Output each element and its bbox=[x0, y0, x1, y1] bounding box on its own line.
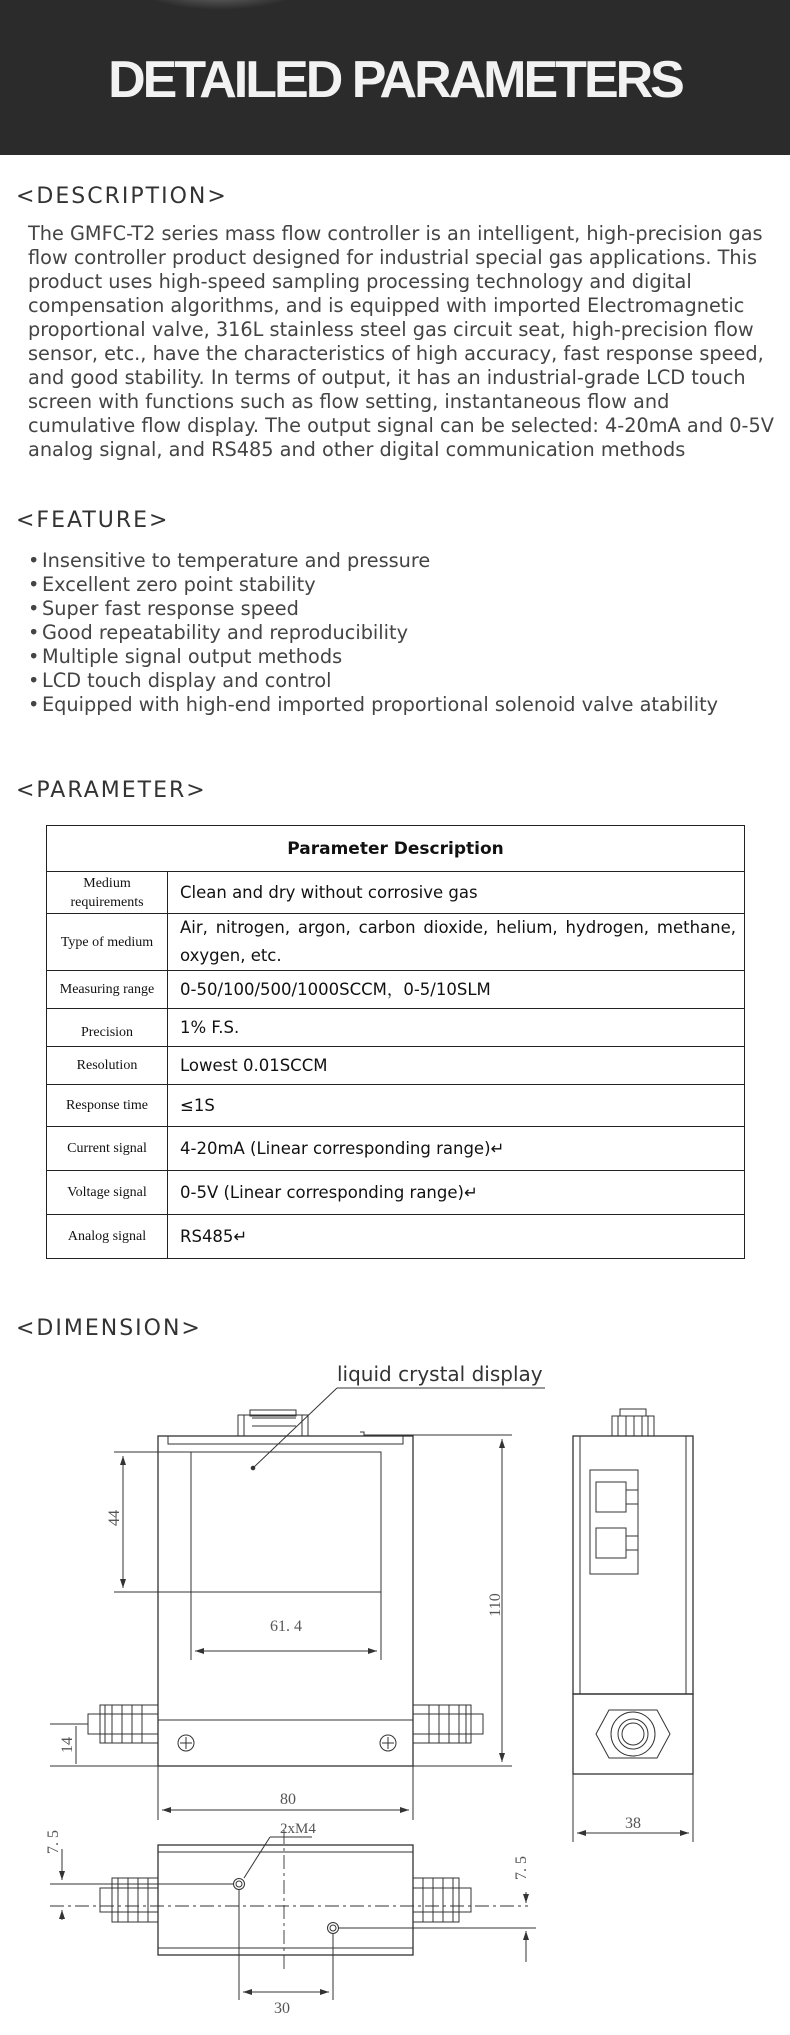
banner-glow bbox=[140, 0, 300, 10]
param-label: Type of medium bbox=[47, 914, 168, 971]
dim-7-5-left-label: 7. 5 bbox=[45, 1830, 62, 1854]
table-row bbox=[47, 1085, 745, 1127]
param-value: 4-20mA (Linear corresponding range)↵ bbox=[168, 1127, 745, 1171]
table-row bbox=[47, 971, 745, 1009]
param-label: Analog signal bbox=[47, 1215, 168, 1259]
front-view bbox=[88, 1410, 483, 1766]
param-value: 0-50/100/500/1000SCCM，0-5/10SLM bbox=[168, 971, 745, 1009]
parameter-table bbox=[46, 825, 745, 1259]
leader-dot bbox=[251, 1466, 255, 1470]
dimension-heading: <DIMENSION> bbox=[16, 1316, 202, 1341]
param-label: Voltage signal bbox=[47, 1171, 168, 1215]
lcd-screen bbox=[191, 1452, 381, 1592]
param-label: Medium requirements bbox=[47, 872, 168, 914]
dim-61-4-label: 61. 4 bbox=[270, 1618, 302, 1635]
param-value: Lowest 0.01SCCM bbox=[168, 1047, 745, 1085]
table-row bbox=[47, 1127, 745, 1171]
screw-icon bbox=[178, 1735, 194, 1751]
mount-hole-icon bbox=[234, 1879, 245, 1890]
dim-7-5-right-label: 7. 5 bbox=[513, 1856, 530, 1880]
param-label: Measuring range bbox=[47, 971, 168, 1009]
feature-list bbox=[28, 549, 768, 717]
table-header-row bbox=[47, 826, 745, 872]
table-row bbox=[47, 1171, 745, 1215]
left-fitting bbox=[88, 1705, 158, 1743]
dim-38-label: 38 bbox=[625, 1815, 641, 1832]
dim-110-label: 110 bbox=[487, 1593, 504, 1617]
bottom-view bbox=[100, 1845, 471, 1955]
param-label: Response time bbox=[47, 1085, 168, 1127]
description-heading: <DESCRIPTION> bbox=[16, 184, 228, 209]
lcd-label: liquid crystal display bbox=[337, 1362, 543, 1386]
feature-item: • LCD touch display and control bbox=[28, 669, 768, 693]
param-value: Air, nitrogen, argon, carbon dioxide, helium, hydrogen, methane, oxygen, etc. bbox=[168, 914, 745, 971]
param-label: Precision bbox=[47, 1009, 168, 1047]
header-banner bbox=[0, 0, 790, 155]
table-title: Parameter Description bbox=[47, 826, 745, 872]
feature-item: • Multiple signal output methods bbox=[28, 645, 768, 669]
page-title: DETAILED PARAMETERS bbox=[108, 51, 682, 109]
feature-item: • Insensitive to temperature and pressure bbox=[28, 549, 768, 573]
param-value: 0-5V (Linear corresponding range)↵ bbox=[168, 1171, 745, 1215]
feature-heading: <FEATURE> bbox=[16, 508, 170, 533]
param-value: RS485↵ bbox=[168, 1215, 745, 1259]
dim-80-label: 80 bbox=[280, 1791, 296, 1808]
param-value: 1% F.S. bbox=[168, 1009, 745, 1047]
feature-item: • Super fast response speed bbox=[28, 597, 768, 621]
param-value: Clean and dry without corrosive gas bbox=[168, 872, 745, 914]
parameter-heading: <PARAMETER> bbox=[16, 778, 207, 803]
param-value: ≤1S bbox=[168, 1085, 745, 1127]
param-label: Resolution bbox=[47, 1047, 168, 1085]
dim-14-label: 14 bbox=[59, 1737, 76, 1753]
table-row bbox=[47, 1009, 745, 1047]
side-view bbox=[573, 1409, 693, 1774]
table-row bbox=[47, 914, 745, 971]
round-connector-icon bbox=[596, 1710, 670, 1758]
right-fitting bbox=[413, 1705, 483, 1743]
dimension-drawing bbox=[0, 1345, 790, 2035]
screw-icon bbox=[380, 1735, 396, 1751]
feature-item: • Excellent zero point stability bbox=[28, 573, 768, 597]
dim-2xm4-label: 2xM4 bbox=[280, 1821, 316, 1837]
table-row bbox=[47, 1215, 745, 1259]
table-row bbox=[47, 872, 745, 914]
description-text: The GMFC-T2 series mass flow controller is an intelligent, high-precision gas flow controller product designed for industrial special gas applications. This product uses high-speed sampling processing technology and digital compensation algorithms, and is equipped with imported Electromagnetic proportional valve, 316L stainless steel gas circuit seat, high-precision flow sensor, etc., have the characteristics of high accuracy, fast response speed, and good stability. In terms of output, it has an industrial-grade LCD touch screen with functions such as flow setting, instantaneous flow and cumulative flow display. The output signal can be selected: 4-20mA and 0-5V analog signal, and RS485 and other digital communication methods bbox=[28, 222, 774, 461]
param-label: Current signal bbox=[47, 1127, 168, 1171]
dim-44-label: 44 bbox=[106, 1510, 123, 1526]
table-row bbox=[47, 1047, 745, 1085]
mount-hole-icon bbox=[328, 1923, 339, 1934]
feature-item: • Good repeatability and reproducibility bbox=[28, 621, 768, 645]
feature-item: • Equipped with high-end imported proportional solenoid valve atability bbox=[28, 693, 768, 717]
dim-30-label: 30 bbox=[274, 2000, 290, 2017]
